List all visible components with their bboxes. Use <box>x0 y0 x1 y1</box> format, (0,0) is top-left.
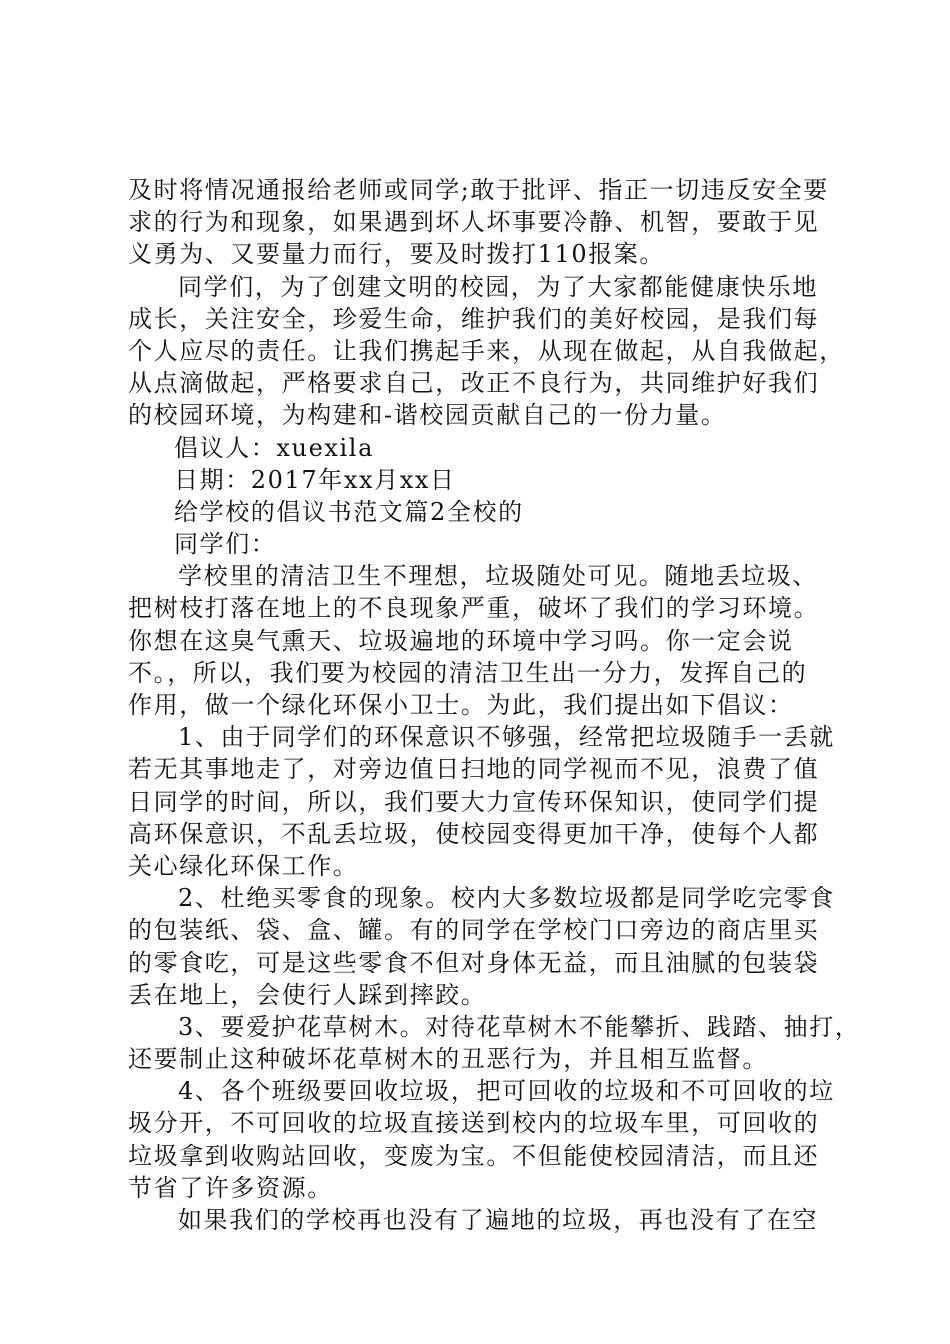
document-body <box>128 174 861 1236</box>
text-line: 你想在这臭气熏天、垃圾遍地的环境中学习吗。你一定会说 <box>128 626 794 655</box>
text-line: 的零食吃，可是这些零食不但对身体无益，而且油腻的包装袋 <box>128 948 820 977</box>
text-line: 给学校的倡议书范文篇2全校的 <box>174 497 524 526</box>
text-line: 高环保意识，不乱丢垃圾，使校园变得更加干净，使每个人都 <box>128 819 820 848</box>
text-line: 关心绿化环保工作。 <box>128 851 359 880</box>
text-line: 的校园环境，为构建和-谐校园贡献自己的一份力量。 <box>128 401 727 430</box>
text-line: 求的行为和现象，如果遇到坏人坏事要冷静、机智，要敢于见 <box>128 208 820 237</box>
text-line: 不。，所以，我们要为校园的清洁卫生出一分力，发挥自己的 <box>128 658 808 687</box>
text-line: 从点滴做起，严格要求自己，改正不良行为，共同维护好我们 <box>128 369 820 398</box>
text-line: 学校里的清洁卫生不理想，垃圾随处可见。随地丢垃圾、 <box>178 562 818 591</box>
text-line: 节省了许多资源。 <box>128 1173 333 1202</box>
text-line: 2、杜绝买零食的现象。校内大多数垃圾都是同学吃完零食 <box>178 884 835 913</box>
text-line: 把树枝打落在地上的不良现象严重，破坏了我们的学习环境。 <box>128 594 820 623</box>
text-line: 若无其事地走了，对旁边值日扫地的同学视而不见，浪费了值 <box>128 755 820 784</box>
text-line: 还要制止这种破坏花草树木的丑恶行为，并且相互监督。 <box>128 1045 768 1074</box>
text-line: 同学们： <box>174 530 277 559</box>
text-line: 倡议人：xuexila <box>174 433 374 462</box>
text-line: 3、要爱护花草树木。对待花草树木不能攀折、践踏、抽打， <box>178 1012 861 1041</box>
text-line: 圾分开，不可回收的垃圾直接送到校内的垃圾车里，可回收的 <box>128 1109 820 1138</box>
text-line: 丢在地上，会使行人踩到摔跤。 <box>128 980 487 1009</box>
text-line: 及时将情况通报给老师或同学;敢于批评、指正一切违反安全要 <box>128 176 829 204</box>
text-line: 的包装纸、袋、盒、罐。有的同学在学校门口旁边的商店里买 <box>128 916 820 945</box>
text-line: 成长，关注安全，珍爱生命，维护我们的美好校园，是我们每 <box>128 304 820 333</box>
text-line: 同学们，为了创建文明的校园，为了大家都能健康快乐地 <box>178 272 818 301</box>
text-line: 义勇为、又要量力而行，要及时拨打110报案。 <box>128 240 666 269</box>
text-line: 垃圾拿到收购站回收，变废为宝。不但能使校园清洁，而且还 <box>128 1141 820 1170</box>
text-line: 日同学的时间，所以，我们要大力宣传环保知识，使同学们提 <box>128 787 820 816</box>
text-line: 4、各个班级要回收垃圾，把可回收的垃圾和不可回收的垃 <box>178 1077 835 1106</box>
text-line: 作用，做一个绿化环保小卫士。为此，我们提出如下倡议： <box>128 691 794 719</box>
text-line: 1、由于同学们的环保意识不够强，经常把垃圾随手一丢就 <box>178 723 835 752</box>
text-line: 如果我们的学校再也没有了遍地的垃圾，再也没有了在空 <box>178 1206 818 1234</box>
text-line: 日期：2017年xx月xx日 <box>174 465 456 494</box>
text-line: 个人应尽的责任。让我们携起手来，从现在做起，从自我做起， <box>128 336 845 365</box>
